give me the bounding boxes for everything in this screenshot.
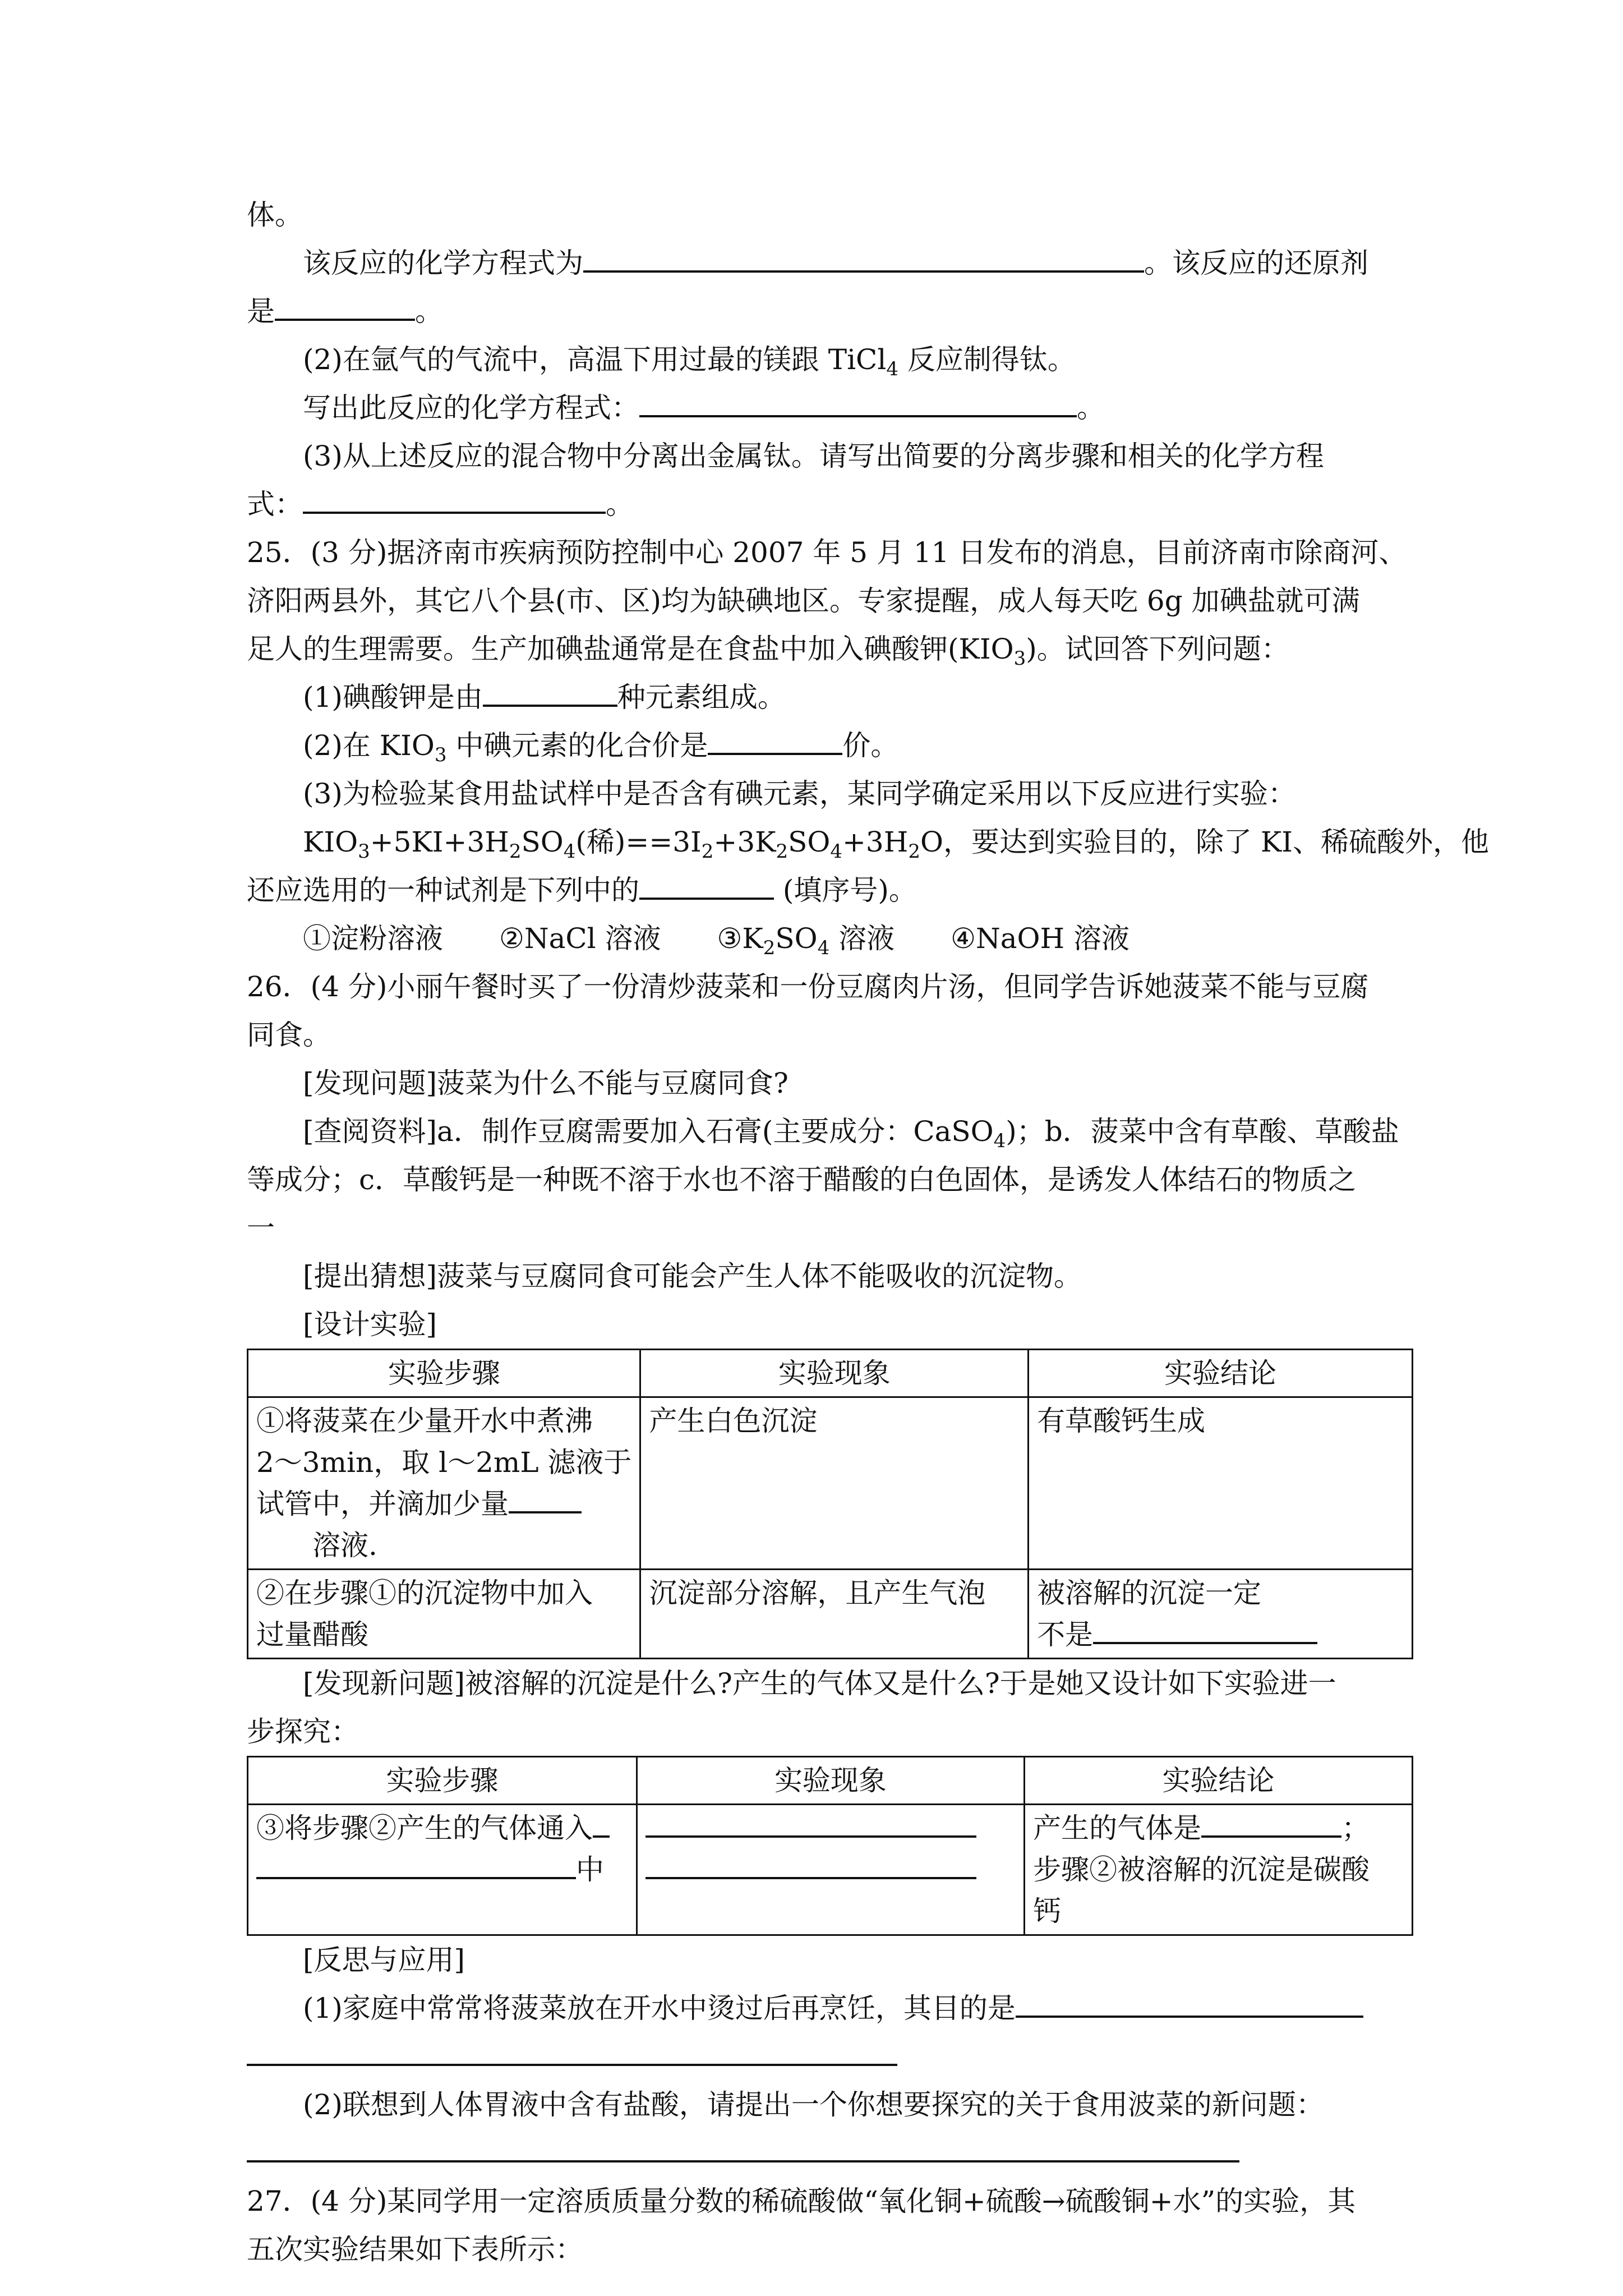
table-cell: 产生白色沉淀 [640,1397,1029,1570]
text-line: 写出此反应的化学方程式： 。 [247,384,1413,432]
answer-blank[interactable] [593,1809,610,1838]
text-line: 等成分；c．草酸钙是一种既不溶于水也不溶于醋酸的白色固体，是诱发人体结石的物质之 [247,1163,1357,1196]
text-line: 是 。 [247,287,1413,335]
answer-line-row [247,2032,1413,2081]
table-header: 实验现象 [637,1757,1024,1805]
text-line: 济阳两县外，其它八个县(市、区)均为缺碘地区。专家提醒，成人每天吃 6g 加碘盐就可满 [247,585,1360,617]
table-cell: ①将菠菜在少量开水中煮沸 2～3min，取 l～2mL 滤液于 试管中，并滴加少量 溶液. [248,1397,640,1570]
answer-line-row [247,2129,1413,2177]
answer-blank[interactable] [247,2129,1239,2162]
table-cell: 沉淀部分溶解，且产生气泡 [640,1570,1029,1659]
text-line: [查阅资料]a．制作豆腐需要加入石膏(主要成分：CaSO$_4$)；b．菠菜中含有草酸、草酸盐 [303,1115,1399,1152]
answer-blank[interactable] [645,1809,976,1838]
text-line: (1)家庭中常常将菠菜放在开水中烫过后再烹饪，其目的是 [247,1984,1413,2032]
table-cell: 产生的气体是 ； 步骤②被溶解的沉淀是碳酸 钙 [1025,1805,1413,1935]
question-27: 27．(4 分)某同学用一定溶质质量分数的稀硫酸做“氧化铜+硫酸→硫酸铜+水”的实验，其 [247,2185,1356,2217]
answer-blank[interactable] [639,386,1077,417]
options-line [247,914,1413,963]
answer-blank[interactable] [247,2032,897,2066]
text-line: 该反应的化学方程式为 。该反应的还原剂 [247,239,1413,287]
answer-blank[interactable] [303,482,606,514]
table-header: 实验结论 [1025,1757,1413,1805]
text-line: 同食。 [247,1019,331,1051]
experiment-table-2 [247,1756,1413,1936]
answer-blank[interactable] [639,868,774,900]
text-line: [发现问题]菠菜为什么不能与豆腐同食? [303,1067,789,1099]
answer-blank[interactable] [1016,1986,1363,2018]
text-line: [反思与应用] [303,1944,465,1976]
table-cell: 有草酸钙生成 [1029,1397,1413,1570]
question-25: 25．(3 分)据济南市疾病预防控制中心 2007 年 5 月 11 日发布的消息，目前济南市除商河、 [247,536,1407,569]
answer-blank[interactable] [645,1850,976,1879]
text-line: 足人的生理需要。生产加碘盐通常是在食盐中加入碘酸钾$(KIO_3)$。试回答下列问题： [247,633,1289,670]
option-1: ①淀粉溶液 [303,922,443,955]
answer-blank[interactable] [1093,1615,1317,1644]
table-row [248,1805,1413,1935]
question-26: 26．(4 分)小丽午餐时买了一份清炒菠菜和一份豆腐肉片汤，但同学告诉她菠菜不能与豆腐 [247,970,1369,1003]
experiment-table-1 [247,1349,1413,1659]
text-line: (1)碘酸钾是由 种元素组成。 [247,673,1413,721]
text-line: 五次实验结果如下表所示： [247,2233,583,2266]
option-2: ②NaCl 溶液 [499,922,661,955]
text-line: 还应选用的一种试剂是下列中的 (填序号)。 [247,866,1413,914]
table-row [248,1397,1413,1570]
table-header-row [248,1350,1413,1397]
text-line: 步探究： [247,1715,359,1748]
table-header: 实验现象 [640,1350,1029,1397]
option-3: $③K_2SO_4$ 溶液 [717,922,895,959]
table-header-row [248,1757,1413,1805]
text-line: [发现新问题]被溶解的沉淀是什么?产生的气体又是什么?于是她又设计如下实验进一 [303,1667,1336,1700]
text-line: 体。 [247,199,303,231]
text-line: 一 [247,1212,275,1244]
text-line: [设计实验] [303,1308,437,1341]
answer-blank[interactable] [708,724,842,755]
text-line: [提出猜想]菠菜与豆腐同食可能会产生人体不能吸收的沉淀物。 [303,1260,1082,1292]
text-line: (2)联想到人体胃液中含有盐酸，请提出一个你想要探究的关于食用波菜的新问题： [303,2088,1324,2121]
text-line: (2)在氩气的气流中，高温下用过最的镁跟 TiCl$_4$ 反应制得钛。 [303,343,1076,380]
equation-line: $KIO_3+5KI+3H_2SO_4$(稀)$==3I_2+3K_2SO_4+3H_2O$，要达到实验目的，除了 KI、稀硫酸外，他 [303,826,1489,863]
table-cell: ②在步骤①的沉淀物中加入 过量醋酸 [248,1570,640,1659]
table-header: 实验步骤 [248,1350,640,1397]
table-row [248,1570,1413,1659]
table-cell: 被溶解的沉淀一定 不是 [1029,1570,1413,1659]
text-line: 式： 。 [247,480,1413,528]
table-cell: ③将步骤②产生的气体通入 中 [248,1805,637,1935]
answer-blank[interactable] [1201,1809,1341,1838]
text-line: (3)为检验某食用盐试样中是否含有碘元素，某同学确定采用以下反应进行实验： [303,777,1296,810]
table-header: 实验结论 [1029,1350,1413,1397]
text-line: (2)在 $KIO_3$ 中碘元素的化合价是 价。 [247,721,1413,770]
answer-blank[interactable] [483,675,617,707]
answer-blank[interactable] [583,241,1144,273]
document-page [247,191,1489,2274]
option-4: ④NaOH 溶液 [951,922,1130,955]
table-header: 实验步骤 [248,1757,637,1805]
answer-blank[interactable] [509,1484,582,1513]
table-cell [637,1805,1024,1935]
text-line: (3)从上述反应的混合物中分离出金属钛。请写出简要的分离步骤和相关的化学方程 [303,440,1324,472]
answer-blank[interactable] [256,1850,576,1879]
answer-blank[interactable] [275,289,415,321]
